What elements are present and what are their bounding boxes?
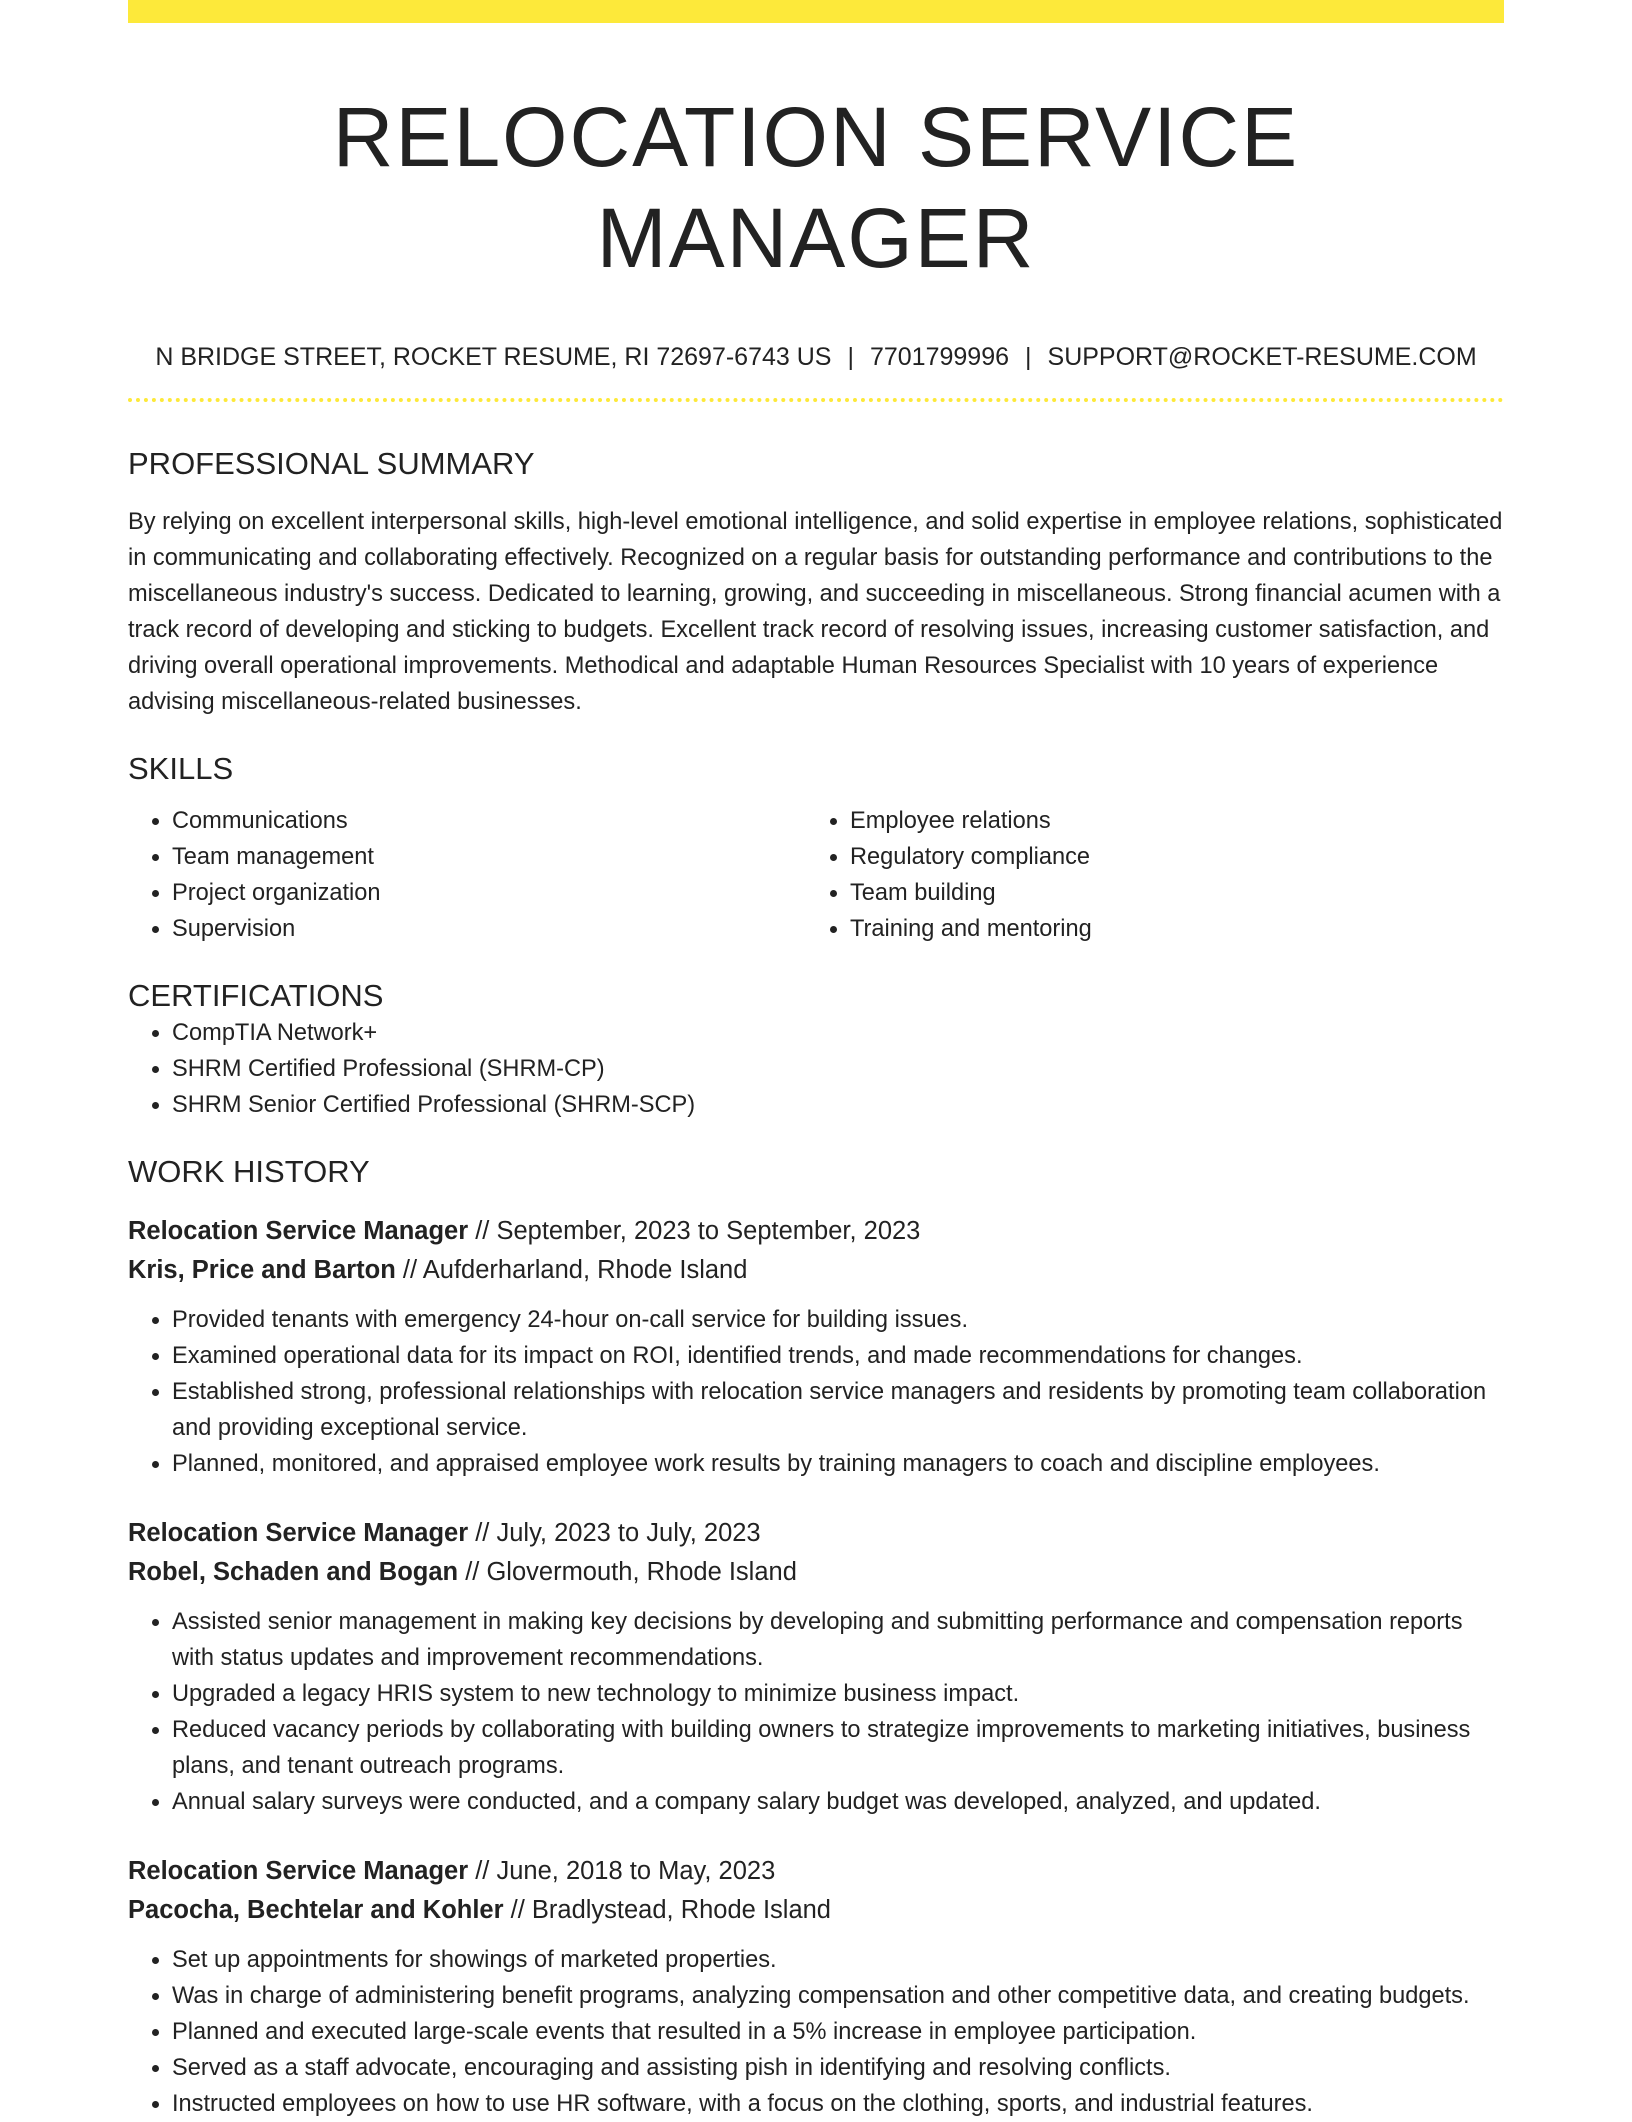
job-dates: // June, 2018 to May, 2023	[468, 1856, 776, 1885]
skill-item: • Regulatory compliance	[850, 839, 1484, 875]
job-location: // Aufderharland, Rhode Island	[395, 1255, 748, 1284]
summary-text: By relying on excellent interpersonal skills, high-level emotional intelligence, and solid expertise in employee relations, sophisticated in communicating and collaborating effectively. Recognized on a regular basis for outstanding performance and contributions to the miscellaneous industry's success. Dedicated to learning, growing, and succeeding in miscellaneous. Strong financial acumen with a track record of developing and sticking to budgets. Excellent track record of resolving issues, increasing customer satisfaction, and driving overall operational improvements. Methodical and adaptable Human Resources Specialist with 10 years of experience advising miscellaneous-related businesses.	[128, 509, 1503, 716]
email: SUPPORT@ROCKET-RESUME.COM	[1047, 342, 1477, 371]
job-company-line	[128, 1553, 1504, 1592]
separator: |	[847, 342, 854, 371]
skills-column-left	[128, 803, 806, 947]
job-duty: • Planned, monitored, and appraised employee work results by training managers to coach and discipline employees.	[172, 1446, 1504, 1482]
job-company-line	[128, 1891, 1504, 1930]
address: N BRIDGE STREET, ROCKET RESUME, RI 72697-6743 US	[155, 342, 832, 371]
skills-column-right	[806, 803, 1484, 947]
skill-item: • Supervision	[172, 911, 806, 947]
skill-item: • Team management	[172, 839, 806, 875]
certification-item: • SHRM Senior Certified Professional (SHRM-SCP)	[172, 1087, 1504, 1123]
job-duty: • Set up appointments for showings of marketed properties.	[172, 1942, 1504, 1978]
job-title-line	[128, 1514, 1504, 1553]
job-location: // Bradlystead, Rhode Island	[503, 1895, 831, 1924]
job-duty: • Served as a staff advocate, encouraging and assisting pish in identifying and resolving conflicts.	[172, 2050, 1504, 2086]
separator: |	[1025, 342, 1032, 371]
skill-item: • Project organization	[172, 875, 806, 911]
job-company: Robel, Schaden and Bogan	[128, 1557, 459, 1586]
phone: 7701799996	[869, 342, 1010, 371]
job-duty: • Reduced vacancy periods by collaborating with building owners to strategize improvements to marketing initiatives, business plans, and tenant outreach programs.	[172, 1712, 1504, 1784]
skills-heading: SKILLS	[128, 751, 234, 787]
contact-line	[128, 341, 1504, 374]
job-duty: • Provided tenants with emergency 24-hour on-call service for building issues.	[172, 1302, 1504, 1338]
summary-heading: PROFESSIONAL SUMMARY	[128, 446, 535, 482]
job-entry	[128, 1514, 1504, 1820]
job-duty: • Annual salary surveys were conducted, and a company salary budget was developed, analyzed, and updated.	[172, 1784, 1504, 1820]
job-dates: // September, 2023 to September, 2023	[468, 1216, 921, 1245]
job-title: Relocation Service Manager	[128, 1518, 469, 1547]
job-duties	[128, 1604, 1504, 1820]
job-entry	[128, 1852, 1504, 2122]
skills-list	[128, 803, 1504, 947]
skill-item: • Team building	[850, 875, 1484, 911]
certifications-list	[128, 1015, 1504, 1123]
job-duty: • Upgraded a legacy HRIS system to new technology to minimize business impact.	[172, 1676, 1504, 1712]
job-company-line	[128, 1251, 1504, 1290]
job-entry	[128, 1212, 1504, 1482]
job-duty: • Planned and executed large-scale events that resulted in a 5% increase in employee participation.	[172, 2014, 1504, 2050]
job-company: Pacocha, Bechtelar and Kohler	[128, 1895, 504, 1924]
job-title-line	[128, 1212, 1504, 1251]
job-duty: • Was in charge of administering benefit programs, analyzing compensation and other competitive data, and creating budgets.	[172, 1978, 1504, 2014]
resume-title: RELOCATION SERVICE MANAGER	[332, 90, 1300, 285]
certification-item: • SHRM Certified Professional (SHRM-CP)	[172, 1051, 1504, 1087]
skill-item: • Communications	[172, 803, 806, 839]
resume-page	[128, 0, 1504, 2122]
job-duty: • Assisted senior management in making key decisions by developing and submitting performance and compensation reports with status updates and improvement recommendations.	[172, 1604, 1504, 1676]
job-dates: // July, 2023 to July, 2023	[468, 1518, 761, 1547]
job-duty: • Examined operational data for its impact on ROI, identified trends, and made recommendations for changes.	[172, 1338, 1504, 1374]
job-duty: • Established strong, professional relationships with relocation service managers and residents by promoting team collaboration and providing exceptional service.	[172, 1374, 1504, 1446]
job-title-line	[128, 1852, 1504, 1891]
job-title: Relocation Service Manager	[128, 1216, 469, 1245]
job-title: Relocation Service Manager	[128, 1856, 469, 1885]
skill-item: • Employee relations	[850, 803, 1484, 839]
job-duties	[128, 1302, 1504, 1482]
dotted-divider	[128, 398, 1504, 402]
job-duties	[128, 1942, 1504, 2122]
job-company: Kris, Price and Barton	[128, 1255, 396, 1284]
job-duty: • Instructed employees on how to use HR software, with a focus on the clothing, sports, and industrial features.	[172, 2086, 1504, 2122]
accent-bar	[128, 0, 1504, 23]
certification-item: • CompTIA Network+	[172, 1015, 1504, 1051]
work-history-heading: WORK HISTORY	[128, 1153, 370, 1189]
job-location: // Glovermouth, Rhode Island	[458, 1557, 797, 1586]
skill-item: • Training and mentoring	[850, 911, 1484, 947]
certifications-heading: CERTIFICATIONS	[128, 978, 384, 1014]
